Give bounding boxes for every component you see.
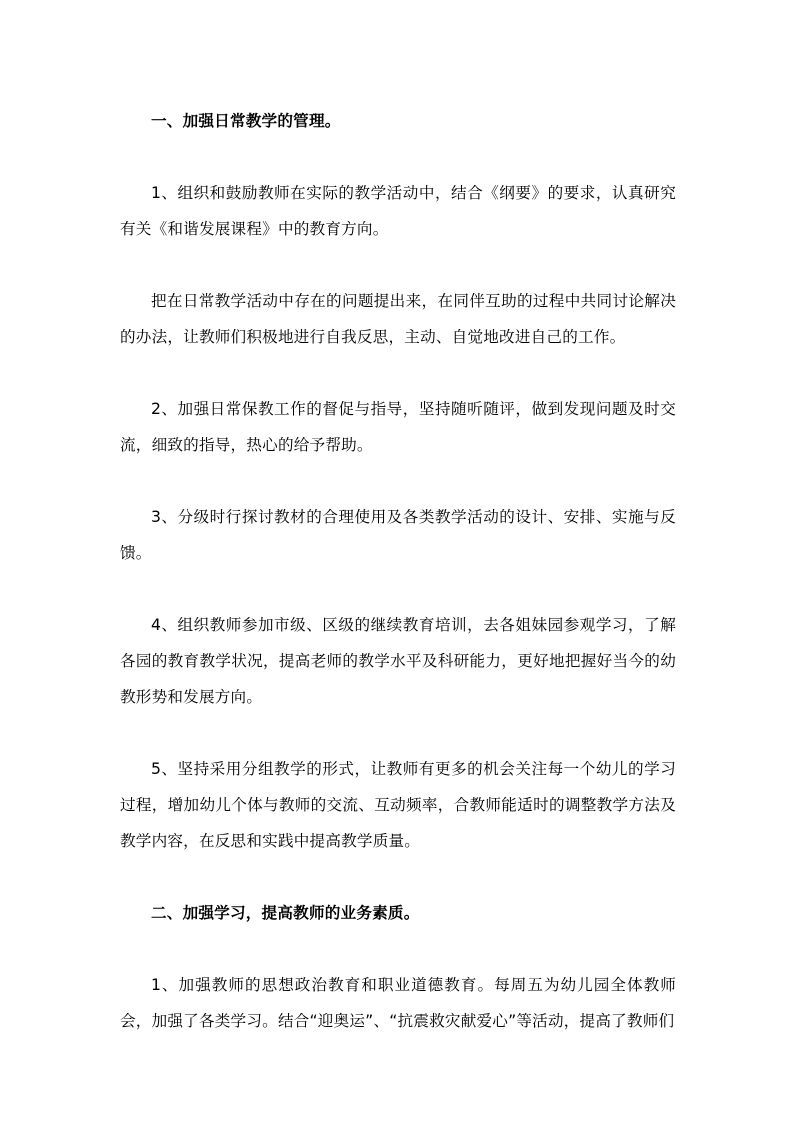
paragraph-gap: [120, 247, 676, 283]
document-body: [120, 103, 676, 1039]
paragraph-5: 4、组织教师参加市级、区级的继续教育培训，去各姐妹园参观学习，了解各园的教育教学状况，提高老师的教学水平及科研能力，更好地把握好当今的幼教形势和发展方向。: [120, 616, 676, 706]
paragraph-gap: [120, 355, 676, 391]
paragraph-gap: [120, 859, 676, 895]
paragraph-gap: [120, 571, 676, 607]
paragraph-2: 把在日常教学活动中存在的问题提出来，在同伴互助的过程中共同讨论解决的办法，让教师们积极地进行自我反思，主动、自觉地改进自己的工作。: [120, 292, 676, 346]
paragraph-gap: [120, 139, 676, 175]
paragraph-3: 2、加强日常保教工作的督促与指导，坚持随听随评，做到发现问题及时交流，细致的指导，热心的给予帮助。: [120, 400, 676, 454]
paragraph-1: 1、组织和鼓励教师在实际的教学活动中，结合《纲要》的要求，认真研究有关《和谐发展课程》中的教育方向。: [120, 184, 676, 238]
section-heading-1: 一、加强日常教学的管理。: [151, 112, 341, 130]
paragraph-6: 5、坚持采用分组教学的形式，让教师有更多的机会关注每一个幼儿的学习过程，增加幼儿个体与教师的交流、互动频率，合教师能适时的调整教学方法及教学内容，在反思和实践中提高教学质量。: [120, 760, 676, 850]
section-heading-2: 二、加强学习，提高教师的业务素质。: [151, 904, 420, 922]
paragraph-gap: [120, 463, 676, 499]
paragraph-gap: [120, 931, 676, 967]
paragraph-gap: [120, 715, 676, 751]
paragraph-4: 3、分级时行探讨教材的合理使用及各类教学活动的设计、安排、实施与反馈。: [120, 508, 676, 562]
paragraph-7: 1、加强教师的思想政治教育和职业道德教育。每周五为幼儿园全体教师会，加强了各类学习。结合“迎奥运”、“抗震救灾献爱心”等活动，提高了教师们: [120, 976, 676, 1030]
